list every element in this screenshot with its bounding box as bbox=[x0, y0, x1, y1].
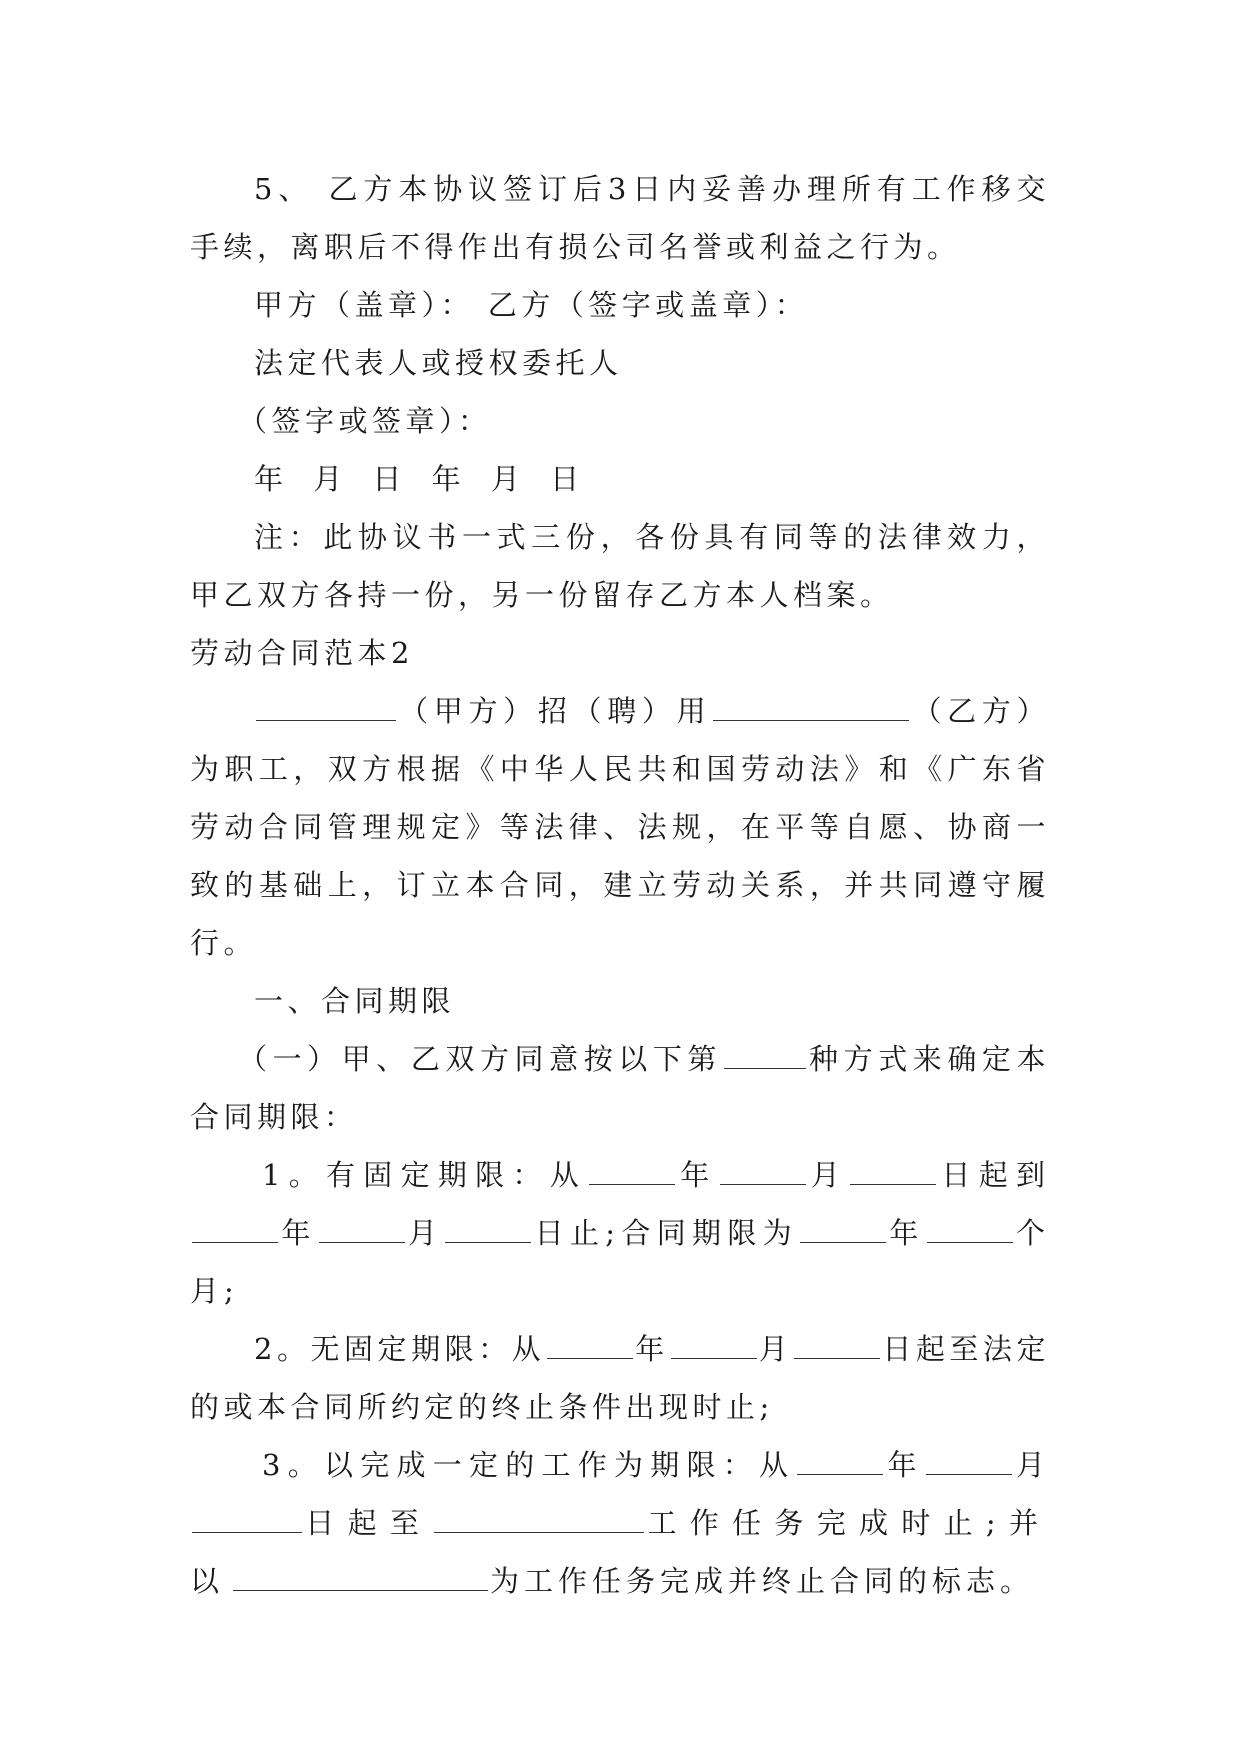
task-term-year-label: 年 bbox=[885, 1448, 924, 1482]
blank-fixed-end-year bbox=[192, 1216, 278, 1243]
term-method-text-a: （一）甲、乙双方同意按以下第 bbox=[238, 1042, 722, 1076]
open-term-text-a: 2。无固定期限：从 bbox=[254, 1332, 546, 1366]
blank-fixed-start-year bbox=[589, 1158, 675, 1185]
blank-term-years bbox=[800, 1216, 886, 1243]
term-method-text-b: 种方式来确定本合同期限： bbox=[190, 1042, 1050, 1134]
task-term-month-label: 月 bbox=[1013, 1448, 1050, 1482]
fixed-term-months-label: 个月; bbox=[190, 1216, 1050, 1308]
open-term-year-label: 年 bbox=[635, 1332, 669, 1366]
paragraph-fixed-term bbox=[190, 1146, 1050, 1320]
paragraph-signature-parties: 甲方（盖章）： 乙方（签字或盖章）： bbox=[254, 288, 809, 322]
blank-task-start-month bbox=[926, 1448, 1012, 1475]
blank-term-months bbox=[927, 1216, 1013, 1243]
paragraph-copies-note: 注：此协议书一式三份，各份具有同等的法律效力，甲乙双方各持一份，另一份留存乙方本人档案。 bbox=[190, 520, 1050, 612]
section-heading-contract-term: 一、合同期限 bbox=[254, 984, 456, 1018]
blank-task-completion-mark bbox=[233, 1564, 488, 1591]
paragraph-contract-intro bbox=[190, 682, 1050, 972]
paragraph-legal-representative: 法定代表人或授权委托人 bbox=[254, 346, 623, 380]
task-term-text-d: 日起至 bbox=[304, 1506, 433, 1540]
blank-open-start-month bbox=[671, 1332, 757, 1359]
document-body bbox=[190, 160, 1050, 1610]
section-heading-contract-2: 劳动合同范本2 bbox=[190, 636, 414, 670]
blank-party-b bbox=[713, 694, 909, 721]
fixed-term-text-g: 日止;合同期限为 bbox=[533, 1216, 798, 1250]
blank-task-start-year bbox=[797, 1448, 883, 1475]
paragraph-task-term bbox=[190, 1436, 1050, 1610]
paragraph-term-method bbox=[190, 1030, 1050, 1146]
fixed-term-text-a: 1。有固定期限：从 bbox=[262, 1158, 587, 1192]
paragraph-handover: 5、 乙方本协议签订后3日内妥善办理所有工作移交手续，离职后不得作出有损公司名誉或利益之行为。 bbox=[190, 172, 1050, 264]
fixed-term-years-label: 年 bbox=[887, 1216, 925, 1250]
fixed-term-text-d: 日起到 bbox=[938, 1158, 1050, 1192]
date-line-text: 年 月 日 年 月 日 bbox=[254, 462, 584, 496]
blank-party-a bbox=[256, 694, 396, 721]
task-term-text-a: 3。以完成一定的工作为期限：从 bbox=[262, 1448, 796, 1482]
task-term-text-e: 工作任务完成时止;并以 bbox=[190, 1506, 1050, 1598]
blank-task-start-day bbox=[192, 1506, 302, 1533]
fixed-term-month-label: 月 bbox=[807, 1158, 849, 1192]
blank-open-start-year bbox=[547, 1332, 633, 1359]
blank-task-name bbox=[434, 1506, 644, 1533]
blank-method-number bbox=[724, 1042, 806, 1069]
open-term-text-d: 日起至法定的或本合同所约定的终止条件出现时止; bbox=[190, 1332, 1050, 1424]
intro-text-a: （甲方）招（聘）用 bbox=[398, 694, 712, 728]
paragraph-date-line bbox=[190, 450, 1050, 508]
task-term-text-f: 为工作任务完成并终止合同的标志。 bbox=[490, 1564, 1035, 1598]
blank-open-start-day bbox=[794, 1332, 880, 1359]
blank-fixed-start-month bbox=[720, 1158, 806, 1185]
paragraph-signature-note: （签字或签章）： bbox=[238, 404, 492, 438]
open-term-month-label: 月 bbox=[758, 1332, 793, 1366]
blank-fixed-end-day bbox=[445, 1216, 531, 1243]
blank-fixed-start-day bbox=[850, 1158, 936, 1185]
intro-text-b: （乙方）为职工，双方根据《中华人民共和国劳动法》和《广东省劳动合同管理规定》等法律、法规，在平等自愿、协商一致的基础上，订立本合同，建立劳动关系，并共同遵守履行。 bbox=[190, 694, 1050, 960]
paragraph-open-term bbox=[190, 1320, 1050, 1436]
fixed-term-end-month-label: 月 bbox=[406, 1216, 444, 1250]
fixed-term-year-label: 年 bbox=[676, 1158, 718, 1192]
blank-fixed-end-month bbox=[319, 1216, 405, 1243]
fixed-term-end-year-label: 年 bbox=[280, 1216, 317, 1250]
